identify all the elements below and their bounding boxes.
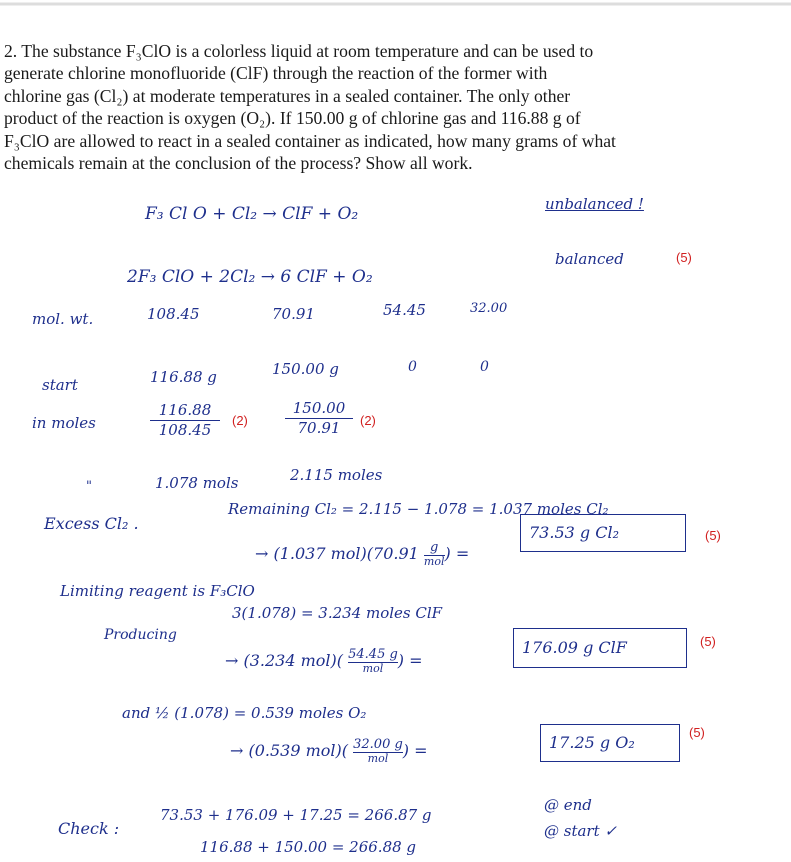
balanced-label: balanced (555, 250, 624, 268)
remaining-line: Remaining Cl₂ = 2.115 − 1.078 = 1.037 moles Cl₂ (228, 500, 609, 518)
question-line: chlorine gas (Cl₂) at moderate temperatures in a sealed container. The only other (4, 85, 571, 106)
start-value: 150.00 g (272, 360, 339, 378)
o2-unit-num: 32.00 g (353, 737, 403, 752)
fraction-f3clo (150, 402, 220, 439)
cl2-result-box: 73.53 g Cl₂ (520, 514, 686, 552)
cl2-calc-suffix: ) = (444, 544, 470, 563)
fraction-denominator: 70.91 (297, 419, 341, 437)
fraction-numerator: 150.00 (292, 399, 346, 417)
clf-unit-fraction (348, 648, 398, 675)
in-moles-label: in moles (32, 414, 96, 432)
o2-unit-fraction (353, 738, 403, 765)
o2-result-box: 17.25 g O₂ (540, 724, 680, 762)
unbalanced-equation: F₃ Cl O + Cl₂ → ClF + O₂ (145, 204, 359, 224)
cl2-unit-num: g (424, 541, 445, 556)
fraction-numerator: 116.88 (158, 401, 212, 419)
fraction-denominator: 108.45 (158, 421, 212, 439)
clf-points: (5) (700, 634, 716, 649)
producing-label: Producing (104, 627, 177, 643)
moles-f3clo: 1.078 mols (155, 474, 239, 492)
check-start-label: @ start ✓ (544, 822, 617, 840)
cl2-unit-den: mol (423, 555, 445, 568)
molwt-value: 32.00 (470, 301, 508, 316)
o2-calc-prefix: → (0.539 mol)( (230, 741, 354, 760)
start-value: 116.88 g (150, 368, 217, 386)
balanced-equation: 2F₃ ClO + 2Cl₂ → 6 ClF + O₂ (127, 267, 373, 287)
cl2-calc-prefix: → (1.037 mol)(70.91 (255, 544, 424, 563)
clf-result-box: 176.09 g ClF (513, 628, 687, 668)
clf-unit-den: mol (362, 662, 384, 675)
molwt-value: 108.45 (147, 305, 200, 323)
moles-cl2: 2.115 moles (290, 466, 383, 484)
question-text (4, 40, 784, 174)
cl2-unit-fraction (424, 541, 445, 568)
balanced-points: (5) (676, 250, 692, 265)
molwt-value: 70.91 (272, 305, 315, 323)
start-label: start (42, 376, 78, 394)
producing-line: 3(1.078) = 3.234 moles ClF (232, 604, 443, 622)
frac1-points: (2) (232, 413, 248, 428)
question-line: F₃ClO are allowed to react in a sealed container as indicated, how many grams of what (4, 130, 616, 151)
start-value: 0 (480, 359, 489, 375)
frac2-points: (2) (360, 413, 376, 428)
clf-calc (225, 648, 423, 675)
question-line: 2. The substance F₃ClO is a colorless liquid at room temperature and can be used to (4, 41, 594, 61)
question-line: product of the reaction is oxygen (O₂). If 150.00 g of chlorine gas and 116.88 g of (4, 108, 581, 129)
o2-calc-suffix: ) = (402, 741, 428, 760)
start-value: 0 (408, 359, 417, 375)
check-line-end: 73.53 + 176.09 + 17.25 = 266.87 g (160, 806, 432, 824)
molwt-value: 54.45 (383, 301, 426, 319)
check-line-start: 116.88 + 150.00 = 266.88 g (200, 838, 417, 856)
ditto-mark: " (86, 479, 92, 494)
cl2-points: (5) (705, 528, 721, 543)
o2-calc (230, 738, 428, 765)
cl2-calc (255, 541, 469, 568)
clf-unit-num: 54.45 g (348, 647, 398, 662)
limiting-line: Limiting reagent is F₃ClO (60, 582, 255, 600)
check-label: Check : (58, 819, 120, 838)
clf-calc-prefix: → (3.234 mol)( (225, 651, 349, 670)
check-end-label: @ end (544, 796, 592, 814)
o2-unit-den: mol (367, 752, 389, 765)
question-line: chemicals remain at the conclusion of the process? Show all work. (4, 153, 473, 174)
o2-points: (5) (689, 725, 705, 740)
unbalanced-label: unbalanced ! (545, 195, 644, 213)
and-line: and ½ (1.078) = 0.539 moles O₂ (122, 704, 367, 722)
question-line: generate chlorine monofluoride (ClF) through the reaction of the former with (4, 63, 548, 84)
fraction-cl2 (285, 400, 353, 437)
molwt-label: mol. wt. (32, 310, 94, 328)
clf-calc-suffix: ) = (397, 651, 423, 670)
excess-label: Excess Cl₂ . (44, 514, 139, 533)
